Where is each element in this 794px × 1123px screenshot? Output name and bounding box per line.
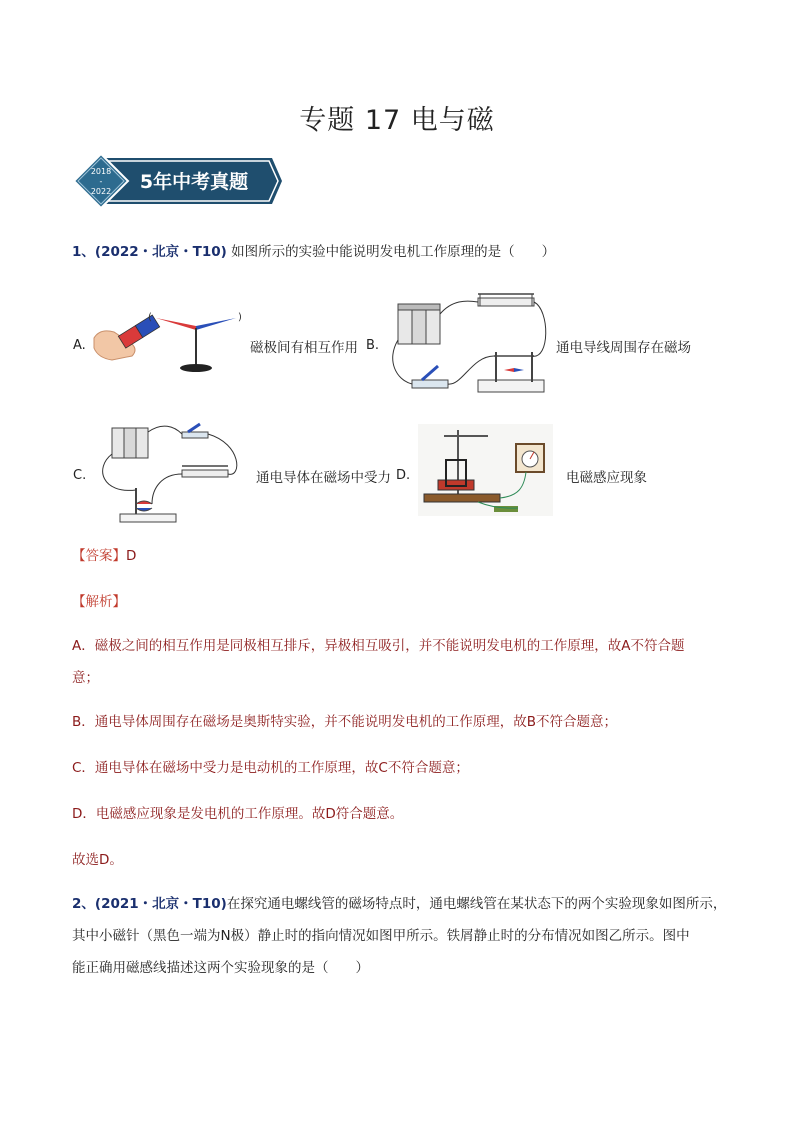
q2-stem-line3: 能正确用磁感线描述这两个实验现象的是（ ） [72,960,369,976]
analysis-a-line1: A．磁极之间的相互作用是同极相互排斥，异极相互吸引，并不能说明发电机的工作原理，故A不符合题 [72,638,685,654]
option-b-desc: 通电导线周围存在磁场 [556,340,691,356]
svg-text:(: ( [148,312,152,323]
analysis-a-line2: 意； [72,670,99,686]
badge-year-top: 2018 [90,167,112,176]
badge-year-bottom: 2022 [90,187,112,196]
option-d-letter: D. [396,468,411,483]
analysis-d: D．电磁感应现象是发电机的工作原理。故D符合题意。 [72,806,404,822]
q2-source: (2021・北京・T10) [94,896,227,912]
badge-label: 5年中考真题 [139,171,249,193]
analysis-b: B．通电导体周围存在磁场是奥斯特实验，并不能说明发电机的工作原理，故B不符合题意； [72,714,618,730]
q2-line1 [72,894,732,914]
magnet-interaction-figure [92,298,252,378]
answer-line [72,546,136,566]
option-d-desc: 电磁感应现象 [566,470,647,486]
conclusion: 故选D。 [72,852,123,868]
q1-source: (2022・北京・T10) [94,244,227,260]
electromagnetic-induction-figure [418,424,553,516]
option-a-desc: 磁极间有相互作用 [250,340,358,356]
q1-number: 1、 [72,244,95,260]
q2-stem-line1: 在探究通电螺线管的磁场特点时，通电螺线管在某状态下的两个实验现象如图所示， [226,896,727,912]
motor-principle-figure [92,418,252,528]
option-a-letter: A. [73,338,86,353]
analysis-label: 【解析】 [72,594,126,610]
q1-stem: 如图所示的实验中能说明发电机工作原理的是（ ） [231,244,556,260]
answer-value: D [126,548,137,564]
analysis-c: C．通电导体在磁场中受力是电动机的工作原理，故C不符合题意； [72,760,469,776]
svg-text:): ) [238,312,242,323]
option-c-letter: C. [73,468,87,483]
answer-label: 【答案】 [72,548,126,564]
oersted-experiment-figure [382,290,552,400]
page-title: 专题 17 电与磁 [299,105,495,136]
q2-stem-line2: 其中小磁针（黑色一端为N极）静止时的指向情况如图甲所示。铁屑静止时的分布情况如图乙所示。图中 [72,928,690,944]
badge-year-sep: - [99,177,103,186]
option-b-letter: B. [366,338,380,353]
q2-number: 2、 [72,896,95,912]
option-c-desc: 通电导体在磁场中受力 [256,470,391,486]
q1-header [72,242,555,262]
section-badge [72,152,282,210]
